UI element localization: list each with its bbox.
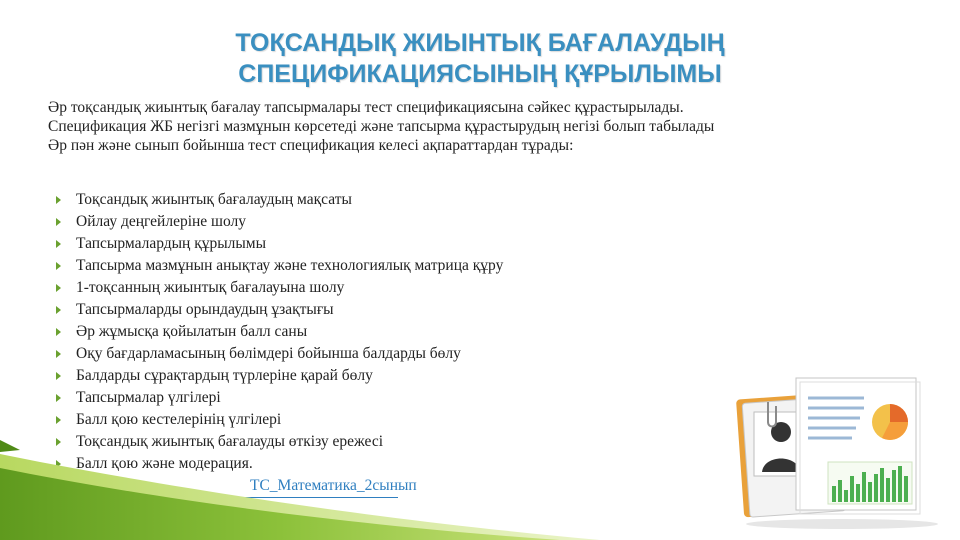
bullet-arrow-icon <box>56 350 61 358</box>
list-item: Балл қою кестелерінің үлгілері <box>56 409 696 431</box>
bullet-arrow-icon <box>56 416 61 424</box>
list-item: Оқу бағдарламасының бөлімдері бойынша балдарды бөлу <box>56 343 696 365</box>
list-item: Ойлау деңгейлеріне шолу <box>56 211 696 233</box>
bullet-arrow-icon <box>56 284 61 292</box>
intro-line-2: Спецификация ЖБ негізгі мазмұнын көрсетеді және тапсырма құрастырудың негізі болып табылады <box>48 118 715 135</box>
list-item: Тоқсандық жиынтық бағалаудың мақсаты <box>56 189 696 211</box>
intro-text <box>48 98 868 155</box>
list-item: Балл қою және модерация. <box>56 453 696 475</box>
documents-chart-clipart <box>732 372 942 532</box>
bullet-arrow-icon <box>56 196 61 204</box>
title-line-2: СПЕЦИФИКАЦИЯСЫНЫҢ ҚҰРЫЛЫМЫ <box>238 60 722 88</box>
intro-line-1: Әр тоқсандық жиынтық бағалау тапсырмалары тест спецификациясына сәйкес құрастырылады. <box>48 99 684 116</box>
file-link-suffix[interactable]: ып <box>397 477 417 494</box>
list-item: Тоқсандық жиынтық бағалауды өткізу ережесі <box>56 431 696 453</box>
bullet-arrow-icon <box>56 306 61 314</box>
list-item: Балдарды сұрақтардың түрлеріне қарай бөлу <box>56 365 696 387</box>
list-item: 1-тоқсанның жиынтық бағалауына шолу <box>56 277 696 299</box>
list-item: Әр жұмысқа қойылатын балл саны <box>56 321 696 343</box>
bullet-arrow-icon <box>56 394 61 402</box>
bullet-arrow-icon <box>56 240 61 248</box>
list-item: Тапсырма мазмұнын анықтау және технологиялық матрица құру <box>56 255 696 277</box>
bullet-arrow-icon <box>56 372 61 380</box>
list-item: Тапсырмалардың құрылымы <box>56 233 696 255</box>
bullet-arrow-icon <box>56 262 61 270</box>
list-item: Тапсырмалар үлгілері <box>56 387 696 409</box>
bullet-arrow-icon <box>56 328 61 336</box>
bullet-arrow-icon <box>56 218 61 226</box>
list-item: Тапсырмаларды орындаудың ұзақтығы <box>56 299 696 321</box>
file-link-text[interactable]: ТС_Математика_2сын <box>76 475 398 498</box>
slide-title <box>0 28 960 90</box>
intro-line-3: Әр пән және сынып бойынша тест спецификация келесі ақпараттардан тұрады: <box>48 137 574 154</box>
green-wave-decoration <box>0 440 600 540</box>
title-line-1: ТОҚСАНДЫҚ ЖИЫНТЫҚ БАҒАЛАУДЫҢ <box>235 29 725 57</box>
